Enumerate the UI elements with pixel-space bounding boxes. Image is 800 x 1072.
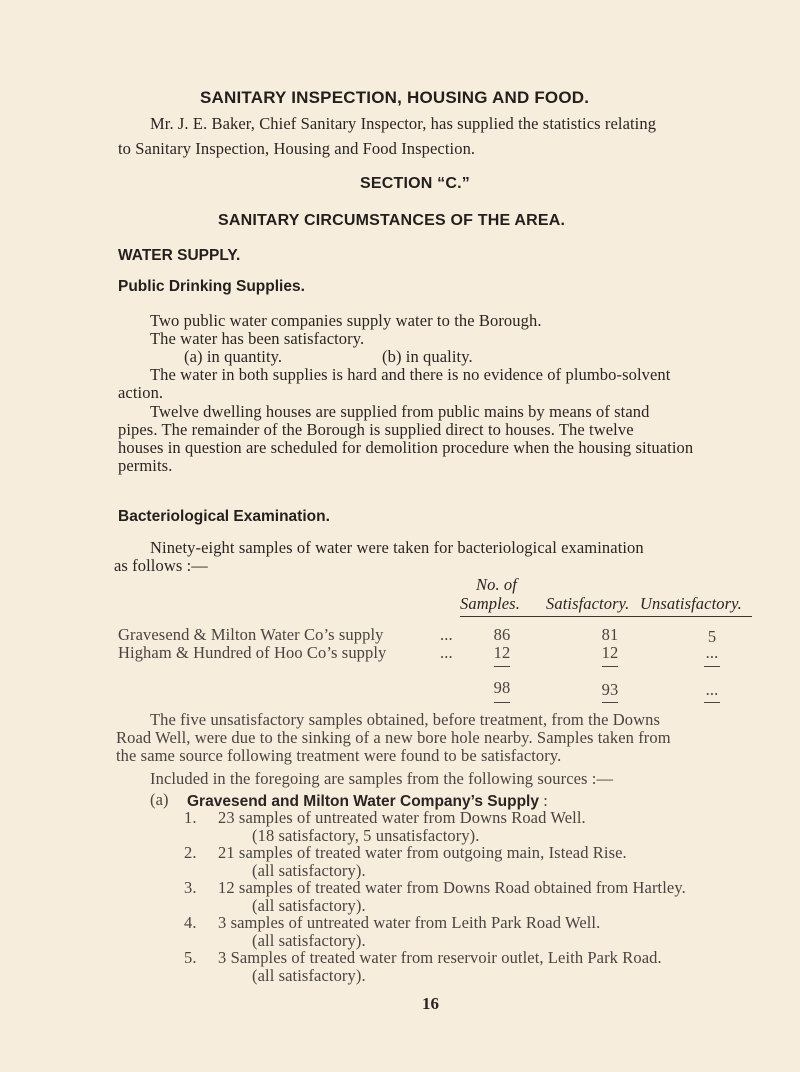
bacteriological-heading: Bacteriological Examination. xyxy=(118,508,330,525)
paragraph-stand-pipes-line-3: houses in question are scheduled for demolition procedure when the housing situation xyxy=(118,438,694,457)
list-item-number: 3. xyxy=(184,878,197,897)
total-samples: 98 xyxy=(493,678,511,697)
row-samples: 86 xyxy=(493,625,511,644)
total-rule-satisfactory xyxy=(602,702,618,703)
row-leader: ... xyxy=(440,625,453,644)
subtotal-rule-unsatisfactory xyxy=(704,666,720,667)
row-leader: ... xyxy=(440,643,453,662)
paragraph-ninety-eight-line-2: as follows :— xyxy=(114,556,208,575)
paragraph-included: Included in the foregoing are samples from the following sources :— xyxy=(150,769,614,788)
list-item-note: (all satisfactory). xyxy=(252,896,366,915)
total-unsatisfactory: ... xyxy=(705,680,719,699)
list-item-note: (all satisfactory). xyxy=(252,861,366,880)
page-title: SANITARY INSPECTION, HOUSING AND FOOD. xyxy=(200,88,590,107)
paragraph-ninety-eight-line-1: Ninety-eight samples of water were taken for bacteriological examination xyxy=(150,538,644,557)
subtotal-rule-satisfactory xyxy=(602,666,618,667)
list-item-text: 3 Samples of treated water from reservoir outlet, Leith Park Road. xyxy=(218,948,662,967)
row-unsatisfactory: 5 xyxy=(707,627,717,646)
header-samples-line-2: Samples. xyxy=(460,594,520,613)
list-item-note: (all satisfactory). xyxy=(252,931,366,950)
list-item-text: 21 samples of treated water from outgoing main, Istead Rise. xyxy=(218,843,627,862)
header-unsatisfactory: Unsatisfactory. xyxy=(640,594,742,613)
total-satisfactory: 93 xyxy=(601,680,619,699)
header-samples-line-1: No. of xyxy=(476,575,517,594)
list-item-number: 2. xyxy=(184,843,197,862)
paragraph-stand-pipes-line-2: pipes. The remainder of the Borough is supplied direct to houses. The twelve xyxy=(118,420,634,439)
paragraph-stand-pipes-line-4: permits. xyxy=(118,456,173,475)
sub-a-title: Gravesend and Milton Water Company’s Supply xyxy=(187,793,539,810)
row-unsatisfactory: ... xyxy=(705,643,719,662)
public-drinking-heading: Public Drinking Supplies. xyxy=(118,278,305,295)
item-quality: (b) in quality. xyxy=(382,347,473,366)
row-satisfactory: 81 xyxy=(601,625,619,644)
intro-text-line-2: to Sanitary Inspection, Housing and Food Inspection. xyxy=(118,139,476,158)
subtotal-rule-samples xyxy=(494,666,510,667)
item-quantity: (a) in quantity. xyxy=(184,347,283,366)
list-item-number: 4. xyxy=(184,913,197,932)
sub-a-label: (a) xyxy=(150,790,169,809)
page-number: 16 xyxy=(422,994,439,1013)
row-satisfactory: 12 xyxy=(601,643,619,662)
list-item-text: 3 samples of untreated water from Leith Park Road Well. xyxy=(218,913,601,932)
list-item-text: 12 samples of treated water from Downs Road obtained from Hartley. xyxy=(218,878,686,897)
paragraph-five-unsatisfactory-line-2: Road Well, were due to the sinking of a new bore hole nearby. Samples taken from xyxy=(116,728,671,747)
section-label: SECTION “C.” xyxy=(360,175,470,192)
row-label: Gravesend & Milton Water Co’s supply xyxy=(118,625,384,644)
list-item-number: 1. xyxy=(184,808,197,827)
header-satisfactory: Satisfactory. xyxy=(546,594,630,613)
paragraph-five-unsatisfactory-line-1: The five unsatisfactory samples obtained, before treatment, from the Downs xyxy=(150,710,661,729)
list-item-note: (all satisfactory). xyxy=(252,966,366,985)
total-rule-unsatisfactory xyxy=(704,702,720,703)
header-rule xyxy=(460,616,752,617)
paragraph-two-companies: Two public water companies supply water to the Borough. xyxy=(150,311,542,330)
row-label: Higham & Hundred of Hoo Co’s supply xyxy=(118,643,387,662)
intro-text-line-1: Mr. J. E. Baker, Chief Sanitary Inspector, has supplied the statistics relating xyxy=(150,114,657,133)
total-rule-samples xyxy=(494,702,510,703)
paragraph-satisfactory: The water has been satisfactory. xyxy=(150,329,365,348)
paragraph-five-unsatisfactory-line-3: the same source following treatment were found to be satisfactory. xyxy=(116,746,562,765)
list-item-note: (18 satisfactory, 5 unsatisfactory). xyxy=(252,826,480,845)
list-item-number: 5. xyxy=(184,948,197,967)
list-item-text: 23 samples of untreated water from Downs Road Well. xyxy=(218,808,586,827)
paragraph-hard-water-line-2: action. xyxy=(118,383,164,402)
water-supply-heading: WATER SUPPLY. xyxy=(118,247,241,264)
sub-a-colon: : xyxy=(538,791,548,810)
paragraph-stand-pipes-line-1: Twelve dwelling houses are supplied from public mains by means of stand xyxy=(150,402,650,421)
section-title: SANITARY CIRCUMSTANCES OF THE AREA. xyxy=(218,212,566,229)
paragraph-hard-water-line-1: The water in both supplies is hard and there is no evidence of plumbo-solvent xyxy=(150,365,671,384)
row-samples: 12 xyxy=(493,643,511,662)
